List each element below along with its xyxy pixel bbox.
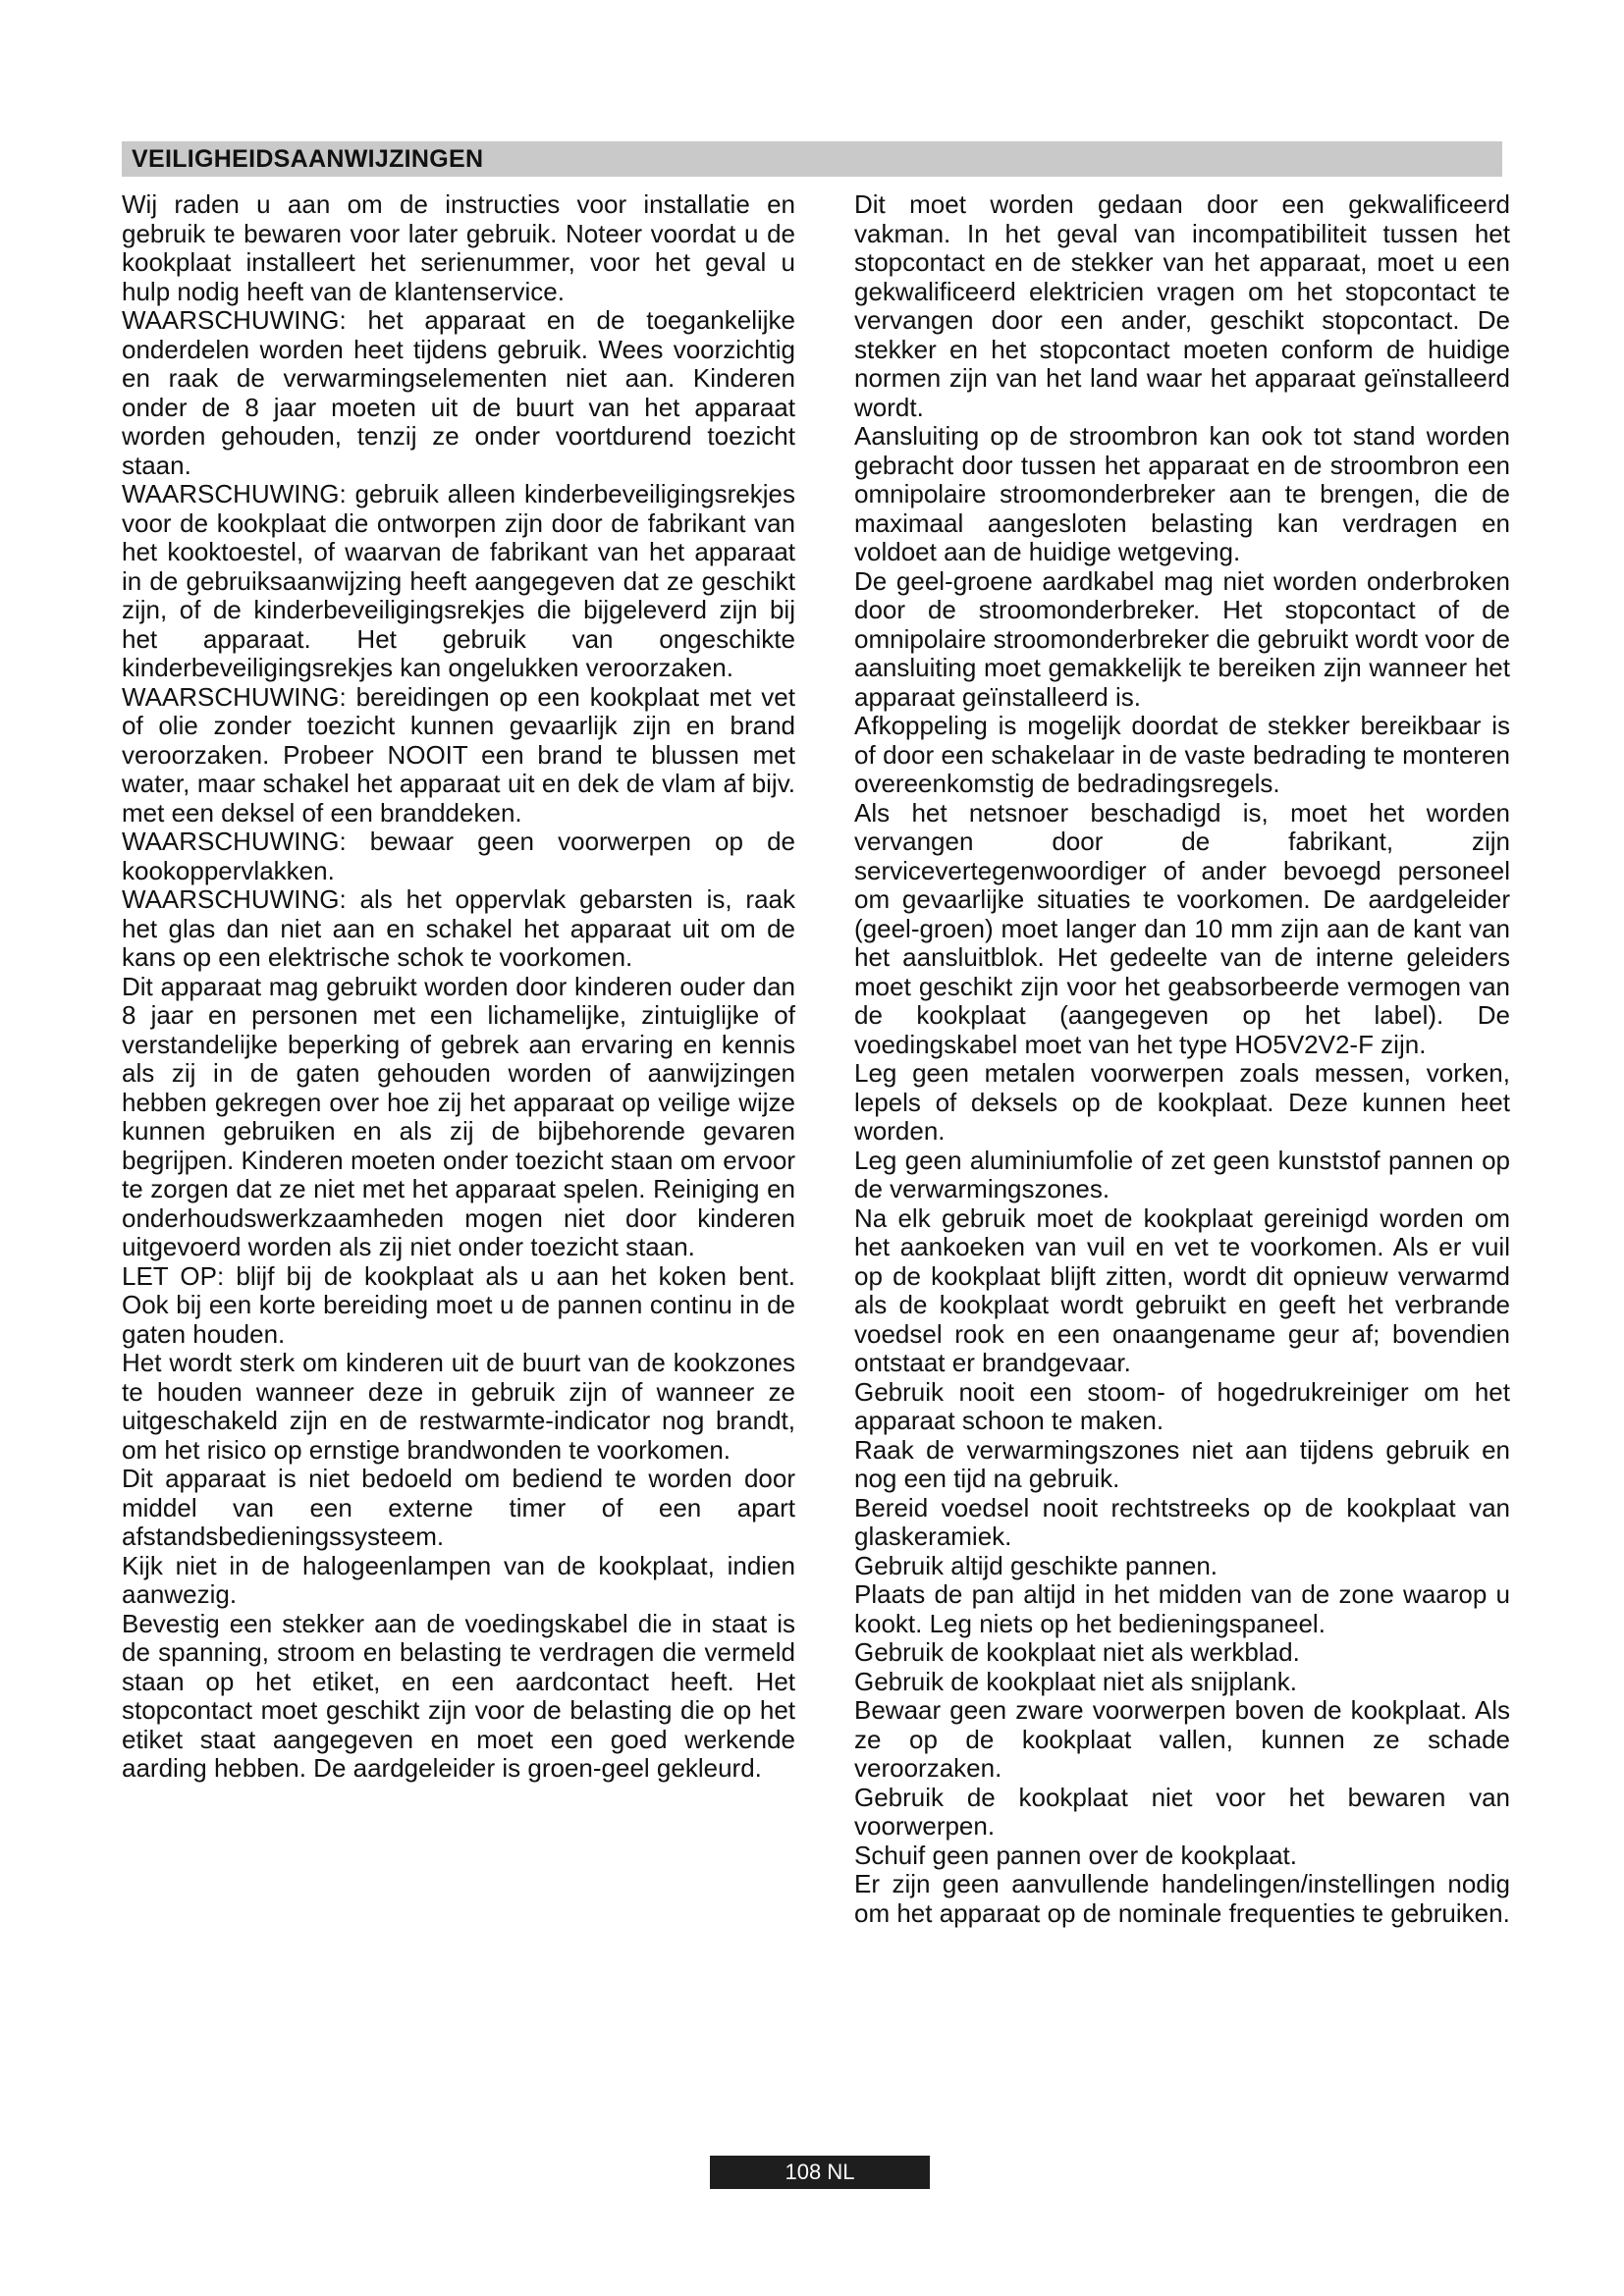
page-number: 108 NL bbox=[785, 2160, 855, 2184]
paragraph: Gebruik nooit een stoom- of hogedrukreiniger om het apparaat schoon te maken. bbox=[854, 1376, 1510, 1435]
paragraph: Dit apparaat is niet bedoeld om bediend te worden door middel van een externe timer of een apart afstandsbedieningssysteem. bbox=[122, 1464, 795, 1551]
paragraph: WAARSCHUWING: gebruik alleen kinderbeveiligingsrekjes voor de kookplaat die ontworpen zijn door de fabrikant van het kooktoestel, of waarvan de fabrikant van het apparaat in de gebruiksaanwijzing heeft aangegeven dat ze geschikt zijn, of de kinderbeveiligingsrekjes die bijgeleverd zijn bij het apparaat. Het gebruik van ongeschikte kinderbeveiligingsrekjes kan ongelukken veroorzaken. bbox=[122, 479, 795, 682]
paragraph: De geel-groene aardkabel mag niet worden onderbroken door de stroomonderbreker. Het stopcontact of de omnipolaire stroomonderbreker die gebruikt wordt voor de aansluiting moet gemakkelijk te bereiken zijn wanneer het apparaat geïnstalleerd is. bbox=[854, 565, 1510, 712]
paragraph: Het wordt sterk om kinderen uit de buurt van de kookzones te houden wanneer deze in gebruik zijn of wanneer ze uitgeschakeld zijn en de restwarmte-indicator nog brandt, om het risico op ernstige brandwonden te voorkomen. bbox=[122, 1348, 795, 1465]
paragraph: Wij raden u aan om de instructies voor installatie en gebruik te bewaren voor later gebruik. Noteer voordat u de kookplaat installeert het serienummer, voor het geval u hulp nodig heeft van de klantenservice. bbox=[122, 189, 795, 306]
paragraph: WAARSCHUWING: het apparaat en de toegankelijke onderdelen worden heet tijdens gebruik. Wees voorzichtig en raak de verwarmingselementen niet aan. Kinderen onder de 8 jaar moeten uit de buurt van het apparaat worden gehouden, tenzij ze onder voortdurend toezicht staan. bbox=[122, 305, 795, 480]
right-column bbox=[854, 190, 1510, 1928]
paragraph: Leg geen metalen voorwerpen zoals messen, vorken, lepels of deksels op de kookplaat. Deze kunnen heet worden. bbox=[854, 1058, 1510, 1146]
paragraph: Dit moet worden gedaan door een gekwalificeerd vakman. In het geval van incompatibiliteit tussen het stopcontact en de stekker van het apparaat, moet u een gekwalificeerd elektricien vragen om het stopcontact te vervangen door een ander, geschikt stopcontact. De stekker en het stopcontact moeten conform de huidige normen zijn van het land waar het apparaat geïnstalleerd wordt. bbox=[854, 189, 1510, 422]
paragraph: Bewaar geen zware voorwerpen boven de kookplaat. Als ze op de kookplaat vallen, kunnen ze schade veroorzaken. bbox=[854, 1695, 1510, 1783]
paragraph: Na elk gebruik moet de kookplaat gereinigd worden om het aankoeken van vuil en vet te voorkomen. Als er vuil op de kookplaat blijft zitten, wordt dit opnieuw verwarmd als de kookplaat wordt gebruikt en geeft het verbrande voedsel rook en een onaangename geur af; bovendien ontstaat er brandgevaar. bbox=[854, 1202, 1510, 1377]
paragraph: Afkoppeling is mogelijk doordat de stekker bereikbaar is of door een schakelaar in de vaste bedrading te monteren overeenkomstig de bedradingsregels. bbox=[854, 711, 1510, 798]
paragraph: LET OP: blijf bij de kookplaat als u aan het koken bent. Ook bij een korte bereiding moet u de pannen continu in de gaten houden. bbox=[122, 1260, 795, 1349]
paragraph: Dit apparaat mag gebruikt worden door kinderen ouder dan 8 jaar en personen met een lichamelijke, zintuiglijke of verstandelijke beperking of gebrek aan ervaring en kennis als zij in de gaten gehouden worden of aanwijzingen hebben gekregen over hoe zij het apparaat op veilige wijze kunnen gebruiken en als zij de bijbehorende gevaren begrijpen. Kinderen moeten onder toezicht staan om ervoor te zorgen dat ze niet met het apparaat spelen. Reiniging en onderhoudswerkzaamheden mogen niet door kinderen uitgevoerd worden als zij niet onder toezicht staan. bbox=[122, 971, 795, 1261]
paragraph: Er zijn geen aanvullende handelingen/instellingen nodig om het apparaat op de nominale frequenties te gebruiken. bbox=[854, 1869, 1510, 1928]
paragraph: Raak de verwarmingszones niet aan tijdens gebruik en nog een tijd na gebruik. bbox=[854, 1434, 1510, 1493]
paragraph: WAARSCHUWING: als het oppervlak gebarsten is, raak het glas dan niet aan en schakel het apparaat uit om de kans op een elektrische schok te voorkomen. bbox=[122, 884, 795, 972]
paragraph: Aansluiting op de stroombron kan ook tot stand worden gebracht door tussen het apparaat en de stroombron een omnipolaire stroomonderbreker aan te brengen, die de maximaal aangesloten belasting kan verdragen en voldoet aan de huidige wetgeving. bbox=[854, 421, 1510, 566]
paragraph: WAARSCHUWING: bereidingen op een kookplaat met vet of olie zonder toezicht kunnen gevaarlijk zijn en brand veroorzaken. Probeer NOOIT een brand te blussen met water, maar schakel het apparaat uit en dek de vlam af bijv. met een deksel of een branddeken. bbox=[122, 681, 795, 828]
paragraph: Leg geen aluminiumfolie of zet geen kunststof pannen op de verwarmingszones. bbox=[854, 1145, 1510, 1203]
paragraph: Gebruik de kookplaat niet voor het bewaren van voorwerpen. bbox=[854, 1782, 1510, 1841]
paragraph: Bevestig een stekker aan de voedingskabel die in staat is de spanning, stroom en belasting te verdragen die vermeld staan op het etiket, en een aardcontact heeft. Het stopcontact moet geschikt zijn voor de belasting die op het etiket staat aangegeven en moet een goed werkende aarding hebben. De aardgeleider is groen-geel gekleurd. bbox=[122, 1608, 795, 1783]
paragraph: Gebruik de kookplaat niet als snijplank. bbox=[854, 1666, 1297, 1696]
paragraph: Plaats de pan altijd in het midden van de zone waarop u kookt. Leg niets op het bedieningspaneel. bbox=[854, 1579, 1510, 1638]
page-number-box bbox=[710, 2156, 930, 2189]
paragraph: Kijk niet in de halogeenlampen van de kookplaat, indien aanwezig. bbox=[122, 1550, 795, 1609]
paragraph: Bereid voedsel nooit rechtstreeks op de kookplaat van glaskeramiek. bbox=[854, 1492, 1510, 1551]
section-title: VEILIGHEIDSAANWIJZINGEN bbox=[132, 145, 484, 173]
paragraph: Als het netsnoer beschadigd is, moet het worden vervangen door de fabrikant, zijn servicevertegenwoordiger of ander bevoegd personeel om gevaarlijke situaties te voorkomen. De aardgeleider (geel-groen) moet langer dan 10 mm zijn aan de kant van het aansluitblok. Het gedeelte van de interne geleiders moet geschikt zijn voor het geabsorbeerde vermogen van de kookplaat (aangegeven op het label). De voedingskabel moet van het type HO5V2V2-F zijn. bbox=[854, 797, 1510, 1059]
paragraph: Schuif geen pannen over de kookplaat. bbox=[854, 1840, 1298, 1870]
left-column bbox=[122, 190, 795, 1784]
paragraph: Gebruik de kookplaat niet als werkblad. bbox=[854, 1637, 1300, 1667]
section-header-bar bbox=[122, 141, 1502, 177]
paragraph: WAARSCHUWING: bewaar geen voorwerpen op de kookoppervlakken. bbox=[122, 827, 795, 885]
paragraph: Gebruik altijd geschikte pannen. bbox=[854, 1550, 1218, 1580]
